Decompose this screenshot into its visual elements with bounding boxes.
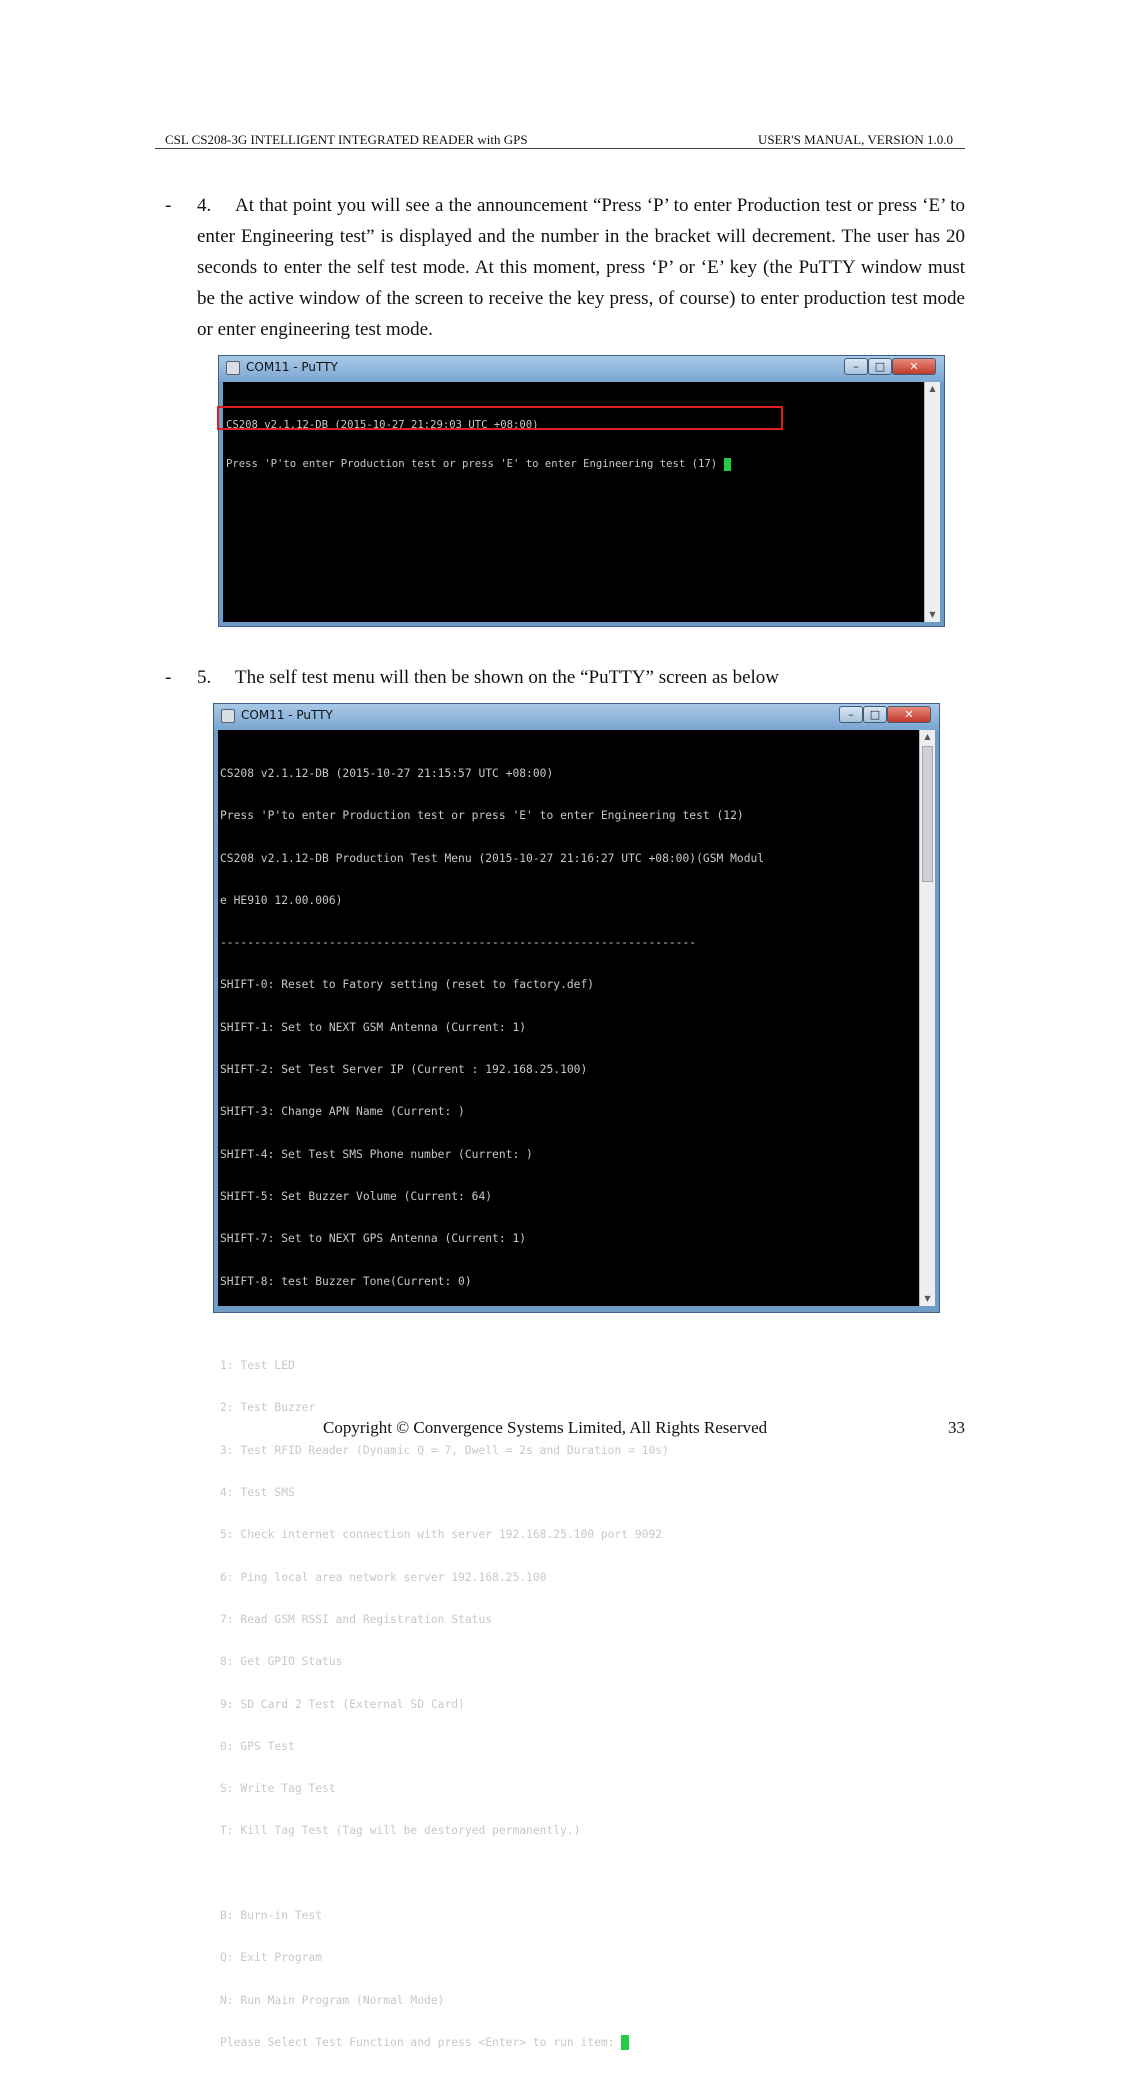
- menu-item-9: 9: SD Card 2 Test (External SD Card): [220, 1697, 465, 1711]
- terminal-cursor: [724, 458, 731, 471]
- menu-item-shift-5: SHIFT-5: Set Buzzer Volume (Current: 64): [220, 1189, 493, 1203]
- terminal-line: CS208 v2.1.12-DB (2015-10-27 21:29:03 UTC +08:00): [226, 419, 539, 431]
- step-4: [165, 190, 965, 345]
- step-dash: -: [165, 195, 172, 216]
- menu-item-shift-2: SHIFT-2: Set Test Server IP (Current : 192.168.25.100): [220, 1063, 588, 1077]
- page-header: [155, 128, 965, 149]
- scrollbar-thumb[interactable]: [922, 746, 933, 882]
- scroll-down-icon[interactable]: ▼: [924, 1294, 931, 1303]
- menu-item-shift-7: SHIFT-7: Set to NEXT GPS Antenna (Current: 1): [220, 1232, 527, 1246]
- menu-item-shift-0: SHIFT-0: Reset to Fatory setting (reset to factory.def): [220, 978, 595, 992]
- header-version: USER'S MANUAL, VERSION 1.0.0: [758, 132, 953, 147]
- putty-icon: [226, 361, 240, 375]
- close-icon[interactable]: ✕: [887, 706, 931, 723]
- terminal-line: Press 'P'to enter Production test or press 'E' to enter Engineering test (17): [226, 457, 731, 472]
- window-title: COM11 - PuTTY: [241, 708, 333, 722]
- menu-item-1: 1: Test LED: [220, 1359, 295, 1373]
- menu-item-shift-4: SHIFT-4: Set Test SMS Phone number (Current: ): [220, 1147, 533, 1161]
- footer-copyright: Copyright © Convergence Systems Limited, All Rights Reserved: [323, 1418, 768, 1437]
- terminal-line: ----------------------------------------------------------------------: [220, 936, 697, 950]
- minimize-icon[interactable]: –: [839, 706, 863, 723]
- scroll-up-icon[interactable]: ▲: [929, 384, 936, 393]
- menu-item-0: 0: GPS Test: [220, 1739, 295, 1753]
- menu-item-6: 6: Ping local area network server 192.168.25.100: [220, 1570, 547, 1584]
- minimize-icon[interactable]: –: [844, 358, 868, 375]
- putty-window-1[interactable]: [218, 355, 945, 627]
- terminal-line: [220, 1866, 764, 1882]
- step-5: [165, 662, 965, 693]
- menu-item-2: 2: Test Buzzer: [220, 1401, 316, 1415]
- highlight-box: [217, 406, 783, 430]
- terminal-cursor: [621, 2035, 629, 2050]
- terminal-prompt: Please Select Test Function and press <Enter> to run item:: [220, 2035, 764, 2051]
- maximize-icon[interactable]: □: [863, 706, 887, 723]
- menu-item-q: Q: Exit Program: [220, 1951, 323, 1965]
- menu-item-5: 5: Check internet connection with server 192.168.25.100 port 9092: [220, 1528, 663, 1542]
- menu-item-4: 4: Test SMS: [220, 1486, 295, 1500]
- menu-item-8: 8: Get GPIO Status: [220, 1655, 343, 1669]
- menu-item-3: 3: Test RFID Reader (Dynamic Q = 7, Dwell = 2s and Duration = 10s): [220, 1443, 669, 1457]
- scroll-down-icon[interactable]: ▼: [929, 610, 936, 619]
- terminal-line: [220, 1316, 764, 1332]
- menu-item-t: T: Kill Tag Test (Tag will be destoryed permanently.): [220, 1824, 581, 1838]
- menu-item-shift-1: SHIFT-1: Set to NEXT GSM Antenna (Current: 1): [220, 1020, 527, 1034]
- putty-icon: [221, 709, 235, 723]
- terminal-line: CS208 v2.1.12-DB (2015-10-27 21:15:57 UTC +08:00): [220, 767, 554, 780]
- menu-item-n: N: Run Main Program (Normal Mode): [220, 1993, 445, 2007]
- step-text: At that point you will see a the announcement “Press ‘P’ to enter Production test or press ‘E’ to enter Engineering test” is displayed and the number in the bracket will decrement. The user has 20 seconds to enter the self test mode. At this moment, press ‘P’ or ‘E’ key (the PuTTY window must be the active window of the screen to receive the key press, of course) to enter production test mode or enter engineering test mode.: [197, 195, 965, 340]
- window-titlebar[interactable]: [219, 356, 944, 382]
- header-title: CSL CS208-3G INTELLIGENT INTEGRATED READER with GPS: [165, 132, 528, 147]
- step-text: The self test menu will then be shown on the “PuTTY” screen as below: [235, 667, 779, 688]
- step-dash: -: [165, 667, 172, 688]
- close-icon[interactable]: ✕: [892, 358, 936, 375]
- scrollbar[interactable]: [924, 382, 940, 622]
- menu-item-b: B: Burn-in Test: [220, 1909, 323, 1923]
- window-title: COM11 - PuTTY: [246, 360, 338, 374]
- maximize-icon[interactable]: □: [868, 358, 892, 375]
- scrollbar[interactable]: [919, 730, 935, 1306]
- menu-item-s: S: Write Tag Test: [220, 1782, 336, 1796]
- terminal-line: Press 'P'to enter Production test or press 'E' to enter Engineering test (12): [220, 809, 744, 823]
- menu-item-7: 7: Read GSM RSSI and Registration Status: [220, 1612, 493, 1626]
- step-number: 4.: [197, 195, 212, 216]
- step-number: 5.: [197, 667, 212, 688]
- terminal-line: e HE910 12.00.006): [220, 893, 343, 907]
- window-titlebar[interactable]: [214, 704, 939, 730]
- page-number: 33: [948, 1418, 965, 1437]
- terminal-line: CS208 v2.1.12-DB Production Test Menu (2015-10-27 21:16:27 UTC +08:00)(GSM Modul: [220, 851, 765, 865]
- menu-item-shift-3: SHIFT-3: Change APN Name (Current: ): [220, 1105, 465, 1119]
- scroll-up-icon[interactable]: ▲: [924, 732, 931, 741]
- menu-item-shift-8: SHIFT-8: test Buzzer Tone(Current: 0): [220, 1274, 472, 1288]
